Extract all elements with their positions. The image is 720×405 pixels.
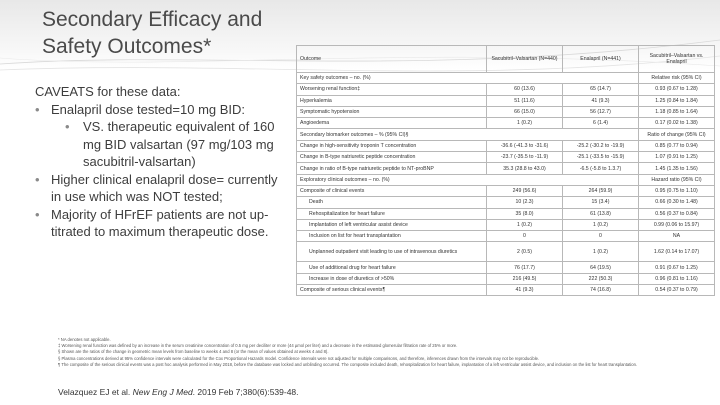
cell: 1 (0.2) bbox=[487, 219, 563, 230]
footnote: § Shown are the ratios of the change in geometric mean levels from baseline to weeks 4 and 8 (or the mean of values obtained at weeks 4 and 8). bbox=[58, 349, 329, 355]
cell: 51 (11.6) bbox=[487, 95, 563, 106]
row-label: Worsening renal function‡ bbox=[297, 84, 487, 95]
cell: 6 (1.4) bbox=[563, 118, 639, 129]
col-header-outcome: Outcome bbox=[297, 46, 487, 73]
cell: 61 (13.8) bbox=[563, 208, 639, 219]
table-row bbox=[297, 163, 715, 174]
footnote: ¶ The composite of the serious clinical events was a post hoc analysis performed in May 2018, before the database was locked and unblinding occurred. The composite included death, rehospitalization for heart failure, implantation of a left ventricular assist device, and inclusion on the list for heart transplantation. bbox=[58, 361, 638, 367]
cell: 41 (9.3) bbox=[487, 285, 563, 296]
cell: 222 (50.3) bbox=[563, 273, 639, 284]
cell: 10 (2.3) bbox=[487, 197, 563, 208]
slide-title bbox=[42, 6, 302, 60]
cell: 41 (9.3) bbox=[563, 95, 639, 106]
cell: NA bbox=[639, 231, 715, 242]
section-metric: Relative risk (95% CI) bbox=[639, 73, 715, 84]
section-row-exploratory bbox=[297, 174, 715, 185]
table-row bbox=[297, 84, 715, 95]
cell: 65 (14.7) bbox=[563, 84, 639, 95]
row-label: Change in B-type natriuretic peptide concentration bbox=[297, 152, 487, 163]
cell: 0.95 (0.75 to 1.10) bbox=[639, 185, 715, 196]
row-label: Rehospitalization for heart failure bbox=[297, 208, 487, 219]
section-metric: Ratio of change (95% CI) bbox=[639, 129, 715, 140]
row-label: Increase in dose of diuretics of >50% bbox=[297, 273, 487, 284]
row-label: Change in ratio of B-type natriuretic peptide to NT-proBNP bbox=[297, 163, 487, 174]
cell: 0.99 (0.06 to 15.97) bbox=[639, 219, 715, 230]
section-label: Exploratory clinical outcomes – no. (%) bbox=[297, 174, 639, 185]
cell: -25.2 (-30.2 to -19.9) bbox=[563, 140, 639, 151]
table-row bbox=[297, 285, 715, 296]
cell: 0.66 (0.30 to 1.48) bbox=[639, 197, 715, 208]
cell: 1 (0.2) bbox=[487, 118, 563, 129]
col-header-comparison: Sacubitril–Valsartan vs. Enalapril bbox=[639, 46, 715, 73]
table-row bbox=[297, 152, 715, 163]
caveat-bullet-dose: • Enalapril dose tested=10 mg BID: bbox=[35, 101, 285, 119]
caveats-heading: CAVEATS for these data: bbox=[35, 84, 181, 99]
cell: 249 (56.6) bbox=[487, 185, 563, 196]
cell: 216 (49.5) bbox=[487, 273, 563, 284]
caveat-bullet-higher-dose: • Higher clinical enalapril dose= currently in use which was NOT tested; bbox=[35, 171, 285, 206]
cell: 1 (0.2) bbox=[563, 219, 639, 230]
table-row bbox=[297, 197, 715, 208]
table-row bbox=[297, 95, 715, 106]
cell: 264 (59.9) bbox=[563, 185, 639, 196]
table-header-row bbox=[297, 46, 715, 73]
cell: 0.54 (0.37 to 0.79) bbox=[639, 285, 715, 296]
cell: 1.07 (0.91 to 1.25) bbox=[639, 152, 715, 163]
section-metric: Hazard ratio (95% CI) bbox=[639, 174, 715, 185]
citation-authors: Velazquez EJ et al. bbox=[58, 387, 133, 397]
cell: 1.25 (0.84 to 1.84) bbox=[639, 95, 715, 106]
cell: 0.93 (0.67 to 1.28) bbox=[639, 84, 715, 95]
row-label: Use of additional drug for heart failure bbox=[297, 262, 487, 273]
row-label: Composite of serious clinical events¶ bbox=[297, 285, 487, 296]
row-label: Unplanned outpatient visit leading to use of intravenous diuretics bbox=[297, 242, 487, 262]
row-label: Inclusion on list for heart transplantation bbox=[297, 231, 487, 242]
citation-details: . 2019 Feb 7;380(6):539-48. bbox=[192, 387, 299, 397]
caveat-sub-bullet-valsartan: • VS. therapeutic equivalent of 160 mg BID valsartan (97 mg/103 mg sacubitril-valsartan) bbox=[35, 118, 285, 171]
table-row bbox=[297, 106, 715, 117]
table-row bbox=[297, 118, 715, 129]
cell: 0.91 (0.67 to 1.25) bbox=[639, 262, 715, 273]
cell: -23.7 (-35.5 to -11.9) bbox=[487, 152, 563, 163]
row-label: Angioedema bbox=[297, 118, 487, 129]
citation bbox=[58, 387, 299, 397]
outcomes-table bbox=[296, 45, 715, 296]
cell: 35 (8.0) bbox=[487, 208, 563, 219]
section-label: Secondary biomarker outcomes – % (95% CI)§ bbox=[297, 129, 639, 140]
col-header-sacubitril: Sacubitril–Valsartan (N=440) bbox=[487, 46, 563, 73]
section-label: Key safety outcomes – no. (%) bbox=[297, 73, 639, 84]
table-row bbox=[297, 219, 715, 230]
footnote: ‡ Worsening renal function was defined by an increase in the serum creatinine concentration of 0.5 mg per deciliter or more (44 µmol per liter) and a decrease in the estimated glomerular filtration rate of 25% or more. bbox=[58, 343, 458, 349]
cell: 15 (3.4) bbox=[563, 197, 639, 208]
cell: 1 (0.2) bbox=[563, 242, 639, 262]
table-row bbox=[297, 140, 715, 151]
footnotes bbox=[58, 337, 708, 368]
cell: 0 bbox=[487, 231, 563, 242]
cell: 1.18 (0.85 to 1.64) bbox=[639, 106, 715, 117]
citation-journal: New Eng J Med bbox=[132, 387, 193, 397]
cell: -25.1 (-33.5 to -15.9) bbox=[563, 152, 639, 163]
col-header-enalapril: Enalapril (N=441) bbox=[563, 46, 639, 73]
cell: 0.56 (0.37 to 0.84) bbox=[639, 208, 715, 219]
table-row bbox=[297, 242, 715, 262]
cell: 0 bbox=[563, 231, 639, 242]
section-row-safety bbox=[297, 73, 715, 84]
table-row bbox=[297, 273, 715, 284]
cell: 66 (15.0) bbox=[487, 106, 563, 117]
cell: 1.62 (0.14 to 17.07) bbox=[639, 242, 715, 262]
title-line-1: Secondary Efficacy and bbox=[42, 8, 263, 31]
cell: -6.5 (-5.8 to 1.3.7) bbox=[563, 163, 639, 174]
row-label: Change in high-sensitivity troponin T concentration bbox=[297, 140, 487, 151]
footnote: * NA denotes not applicable. bbox=[58, 337, 111, 342]
section-row-biomarker bbox=[297, 129, 715, 140]
cell: 60 (13.6) bbox=[487, 84, 563, 95]
cell: 74 (16.8) bbox=[563, 285, 639, 296]
cell: 76 (17.7) bbox=[487, 262, 563, 273]
cell: 56 (12.7) bbox=[563, 106, 639, 117]
table-row bbox=[297, 231, 715, 242]
cell: 35.3 (28.8 to 43.0) bbox=[487, 163, 563, 174]
cell: 0.96 (0.81 to 1.16) bbox=[639, 273, 715, 284]
caveat-bullet-uptitration: • Majority of HFrEF patients are not up-titrated to maximum therapeutic dose. bbox=[35, 206, 285, 241]
cell: 0.17 (0.02 to 1.38) bbox=[639, 118, 715, 129]
row-label: Composite of clinical events bbox=[297, 185, 487, 196]
caveats-block bbox=[35, 83, 285, 241]
row-label: Implantation of left ventricular assist device bbox=[297, 219, 487, 230]
cell: 64 (19.5) bbox=[563, 262, 639, 273]
cell: 2 (0.5) bbox=[487, 242, 563, 262]
outcomes-table-container bbox=[296, 45, 714, 296]
title-line-2: Safety Outcomes* bbox=[42, 35, 212, 58]
table-row bbox=[297, 185, 715, 196]
table-row bbox=[297, 208, 715, 219]
row-label: Symptomatic hypotension bbox=[297, 106, 487, 117]
cell: -36.6 (-41.3 to -31.6) bbox=[487, 140, 563, 151]
cell: 0.85 (0.77 to 0.94) bbox=[639, 140, 715, 151]
table-row bbox=[297, 262, 715, 273]
row-label: Hyperkalemia bbox=[297, 95, 487, 106]
row-label: Death bbox=[297, 197, 487, 208]
footnote: § Plasma concentrations derived at 95% confidence intervals were calculated for the Cox Proportional Hazards model. Confidence intervals were not adjusted for multiple comparisons, and therefore, inferences drawn from the intervals may not be reproducible. bbox=[58, 355, 540, 361]
cell: 1.45 (1.35 to 1.56) bbox=[639, 163, 715, 174]
